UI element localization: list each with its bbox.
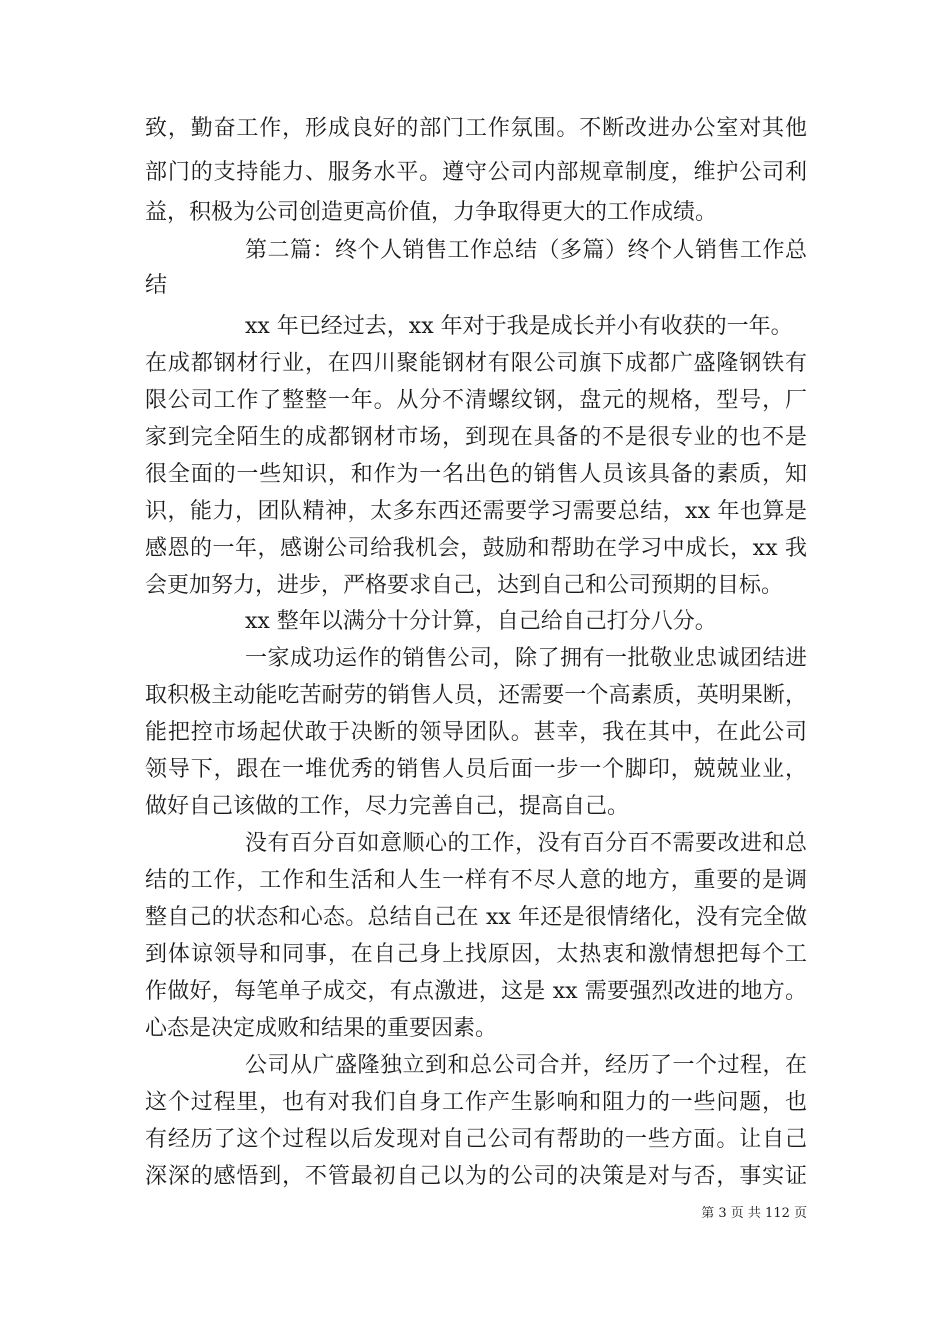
text-line: 一家成功运作的销售公司，除了拥有一批敬业忠诚团结进 bbox=[245, 646, 807, 671]
text-line: 结的工作，工作和生活和人生一样有不尽人意的地方，重要的是调 bbox=[145, 868, 807, 893]
text-line: 有经历了这个过程以后发现对自己公司有帮助的一些方面。让自己 bbox=[145, 1127, 807, 1152]
text-line: 在成都钢材行业，在四川聚能钢材有限公司旗下成都广盛隆钢铁有 bbox=[145, 351, 807, 376]
text-line: 益，积极为公司创造更高价值，力争取得更大的工作成绩。 bbox=[145, 200, 718, 225]
section-heading-continuation: 结 bbox=[145, 273, 168, 298]
text-line: 很全面的一些知识，和作为一名出色的销售人员该具备的素质，知 bbox=[145, 462, 807, 487]
text-line: 致，勤奋工作，形成良好的部门工作氛围。不断改进办公室对其他 bbox=[145, 116, 807, 141]
text-line: 公司从广盛隆独立到和总公司合并，经历了一个过程，在 bbox=[245, 1053, 807, 1078]
page-number-footer: 第 3 页 共 112 页 bbox=[701, 1206, 807, 1221]
text-line: 能把控市场起伏敢于决断的领导团队。甚幸，我在其中，在此公司 bbox=[145, 720, 807, 745]
text-line: 家到完全陌生的成都钢材市场，到现在具备的不是很专业的也不是 bbox=[145, 425, 807, 450]
text-line: 做好自己该做的工作，尽力完善自己，提高自己。 bbox=[145, 794, 630, 819]
text-line: 这个过程里，也有对我们自身工作产生影响和阻力的一些问题，也 bbox=[145, 1090, 807, 1115]
text-line: 心态是决定成败和结果的重要因素。 bbox=[145, 1016, 498, 1041]
text-line: 到体谅领导和同事，在自己身上找原因，太热衷和激情想把每个工 bbox=[145, 942, 807, 967]
text-line: 部门的支持能力、服务水平。遵守公司内部规章制度，维护公司利 bbox=[145, 160, 807, 185]
text-line: xx 年已经过去，xx 年对于我是成长并小有收获的一年。 bbox=[245, 314, 793, 339]
text-line: 限公司工作了整整一年。从分不清螺纹钢，盘元的规格，型号，厂 bbox=[145, 388, 807, 413]
text-line: 感恩的一年，感谢公司给我机会，鼓励和帮助在学习中成长，xx 我 bbox=[145, 536, 807, 561]
text-line: 没有百分百如意顺心的工作，没有百分百不需要改进和总 bbox=[245, 831, 807, 856]
text-line: 整自己的状态和心态。总结自己在 xx 年还是很情绪化，没有完全做 bbox=[145, 905, 807, 930]
text-line: 深深的感悟到，不管最初自己以为的公司的决策是对与否，事实证 bbox=[145, 1164, 807, 1189]
text-line: 领导下，跟在一堆优秀的销售人员后面一步一个脚印，兢兢业业， bbox=[145, 757, 807, 782]
text-line: 作做好，每笔单子成交，有点激进，这是 xx 需要强烈改进的地方。 bbox=[145, 979, 807, 1004]
text-line: xx 整年以满分十分计算，自己给自己打分八分。 bbox=[245, 609, 717, 634]
text-line: 识，能力，团队精神，太多东西还需要学习需要总结，xx 年也算是 bbox=[145, 499, 807, 524]
text-line: 取积极主动能吃苦耐劳的销售人员，还需要一个高素质，英明果断， bbox=[145, 683, 807, 708]
section-heading: 第二篇：终个人销售工作总结（多篇）终个人销售工作总 bbox=[245, 238, 807, 263]
text-line: 会更加努力，进步，严格要求自己，达到自己和公司预期的目标。 bbox=[145, 573, 784, 598]
